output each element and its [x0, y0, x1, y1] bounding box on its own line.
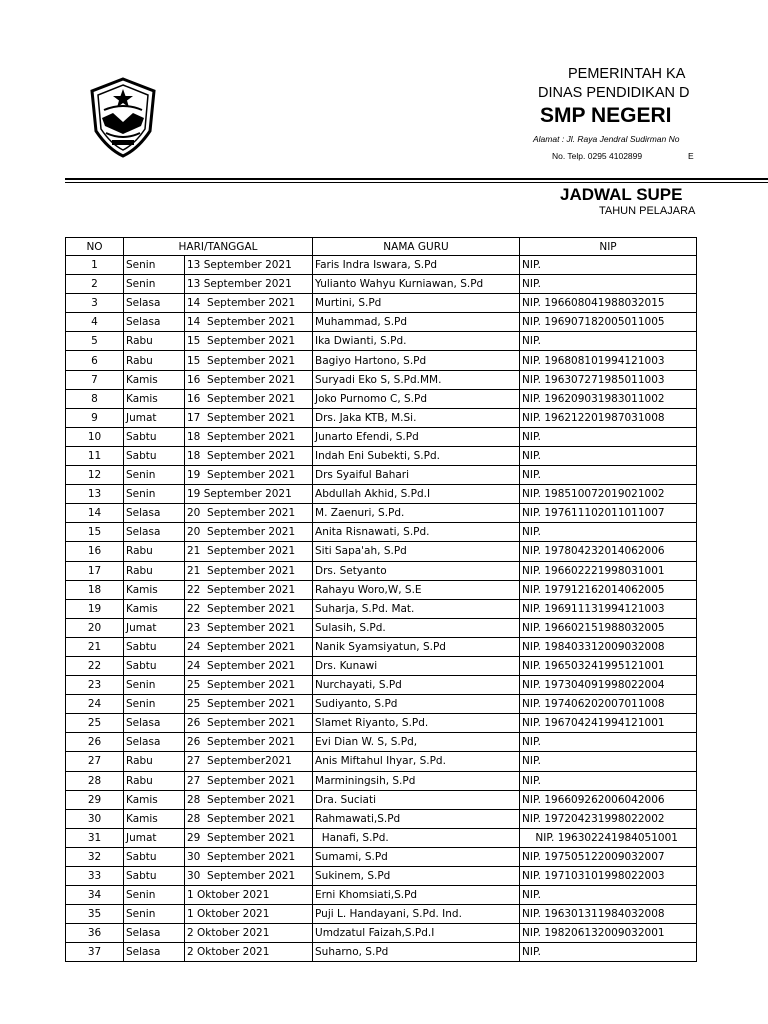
cell-no: 1 — [66, 256, 124, 275]
table-row — [66, 370, 697, 389]
cell-name: Nanik Syamsiyatun, S.Pd — [313, 637, 520, 656]
cell-day: Senin — [124, 256, 185, 275]
cell-date: 2 Oktober 2021 — [185, 924, 313, 943]
cell-date: 24 September 2021 — [185, 656, 313, 675]
cell-no: 21 — [66, 637, 124, 656]
table-row — [66, 637, 697, 656]
cell-day: Sabtu — [124, 637, 185, 656]
cell-no: 27 — [66, 752, 124, 771]
cell-nip: NIP. 197912162014062005 — [520, 580, 697, 599]
cell-name: Erni Khomsiati,S.Pd — [313, 886, 520, 905]
cell-day: Kamis — [124, 790, 185, 809]
table-row — [66, 676, 697, 695]
column-header-teacher-name: NAMA GURU — [313, 238, 520, 256]
cell-nip: NIP. 198510072019021002 — [520, 485, 697, 504]
cell-nip: NIP. 196911131994121003 — [520, 599, 697, 618]
cell-nip: NIP. 196704241994121001 — [520, 714, 697, 733]
cell-no: 13 — [66, 485, 124, 504]
cell-date: 15 September 2021 — [185, 332, 313, 351]
cell-name: Murtini, S.Pd — [313, 294, 520, 313]
header-phone: No. Telp. 0295 4102899 — [552, 151, 643, 161]
cell-nip: NIP. — [520, 943, 697, 962]
cell-name: Marminingsih, S.Pd — [313, 771, 520, 790]
cell-day: Selasa — [124, 313, 185, 332]
cell-name: Drs Syaiful Bahari — [313, 466, 520, 485]
cell-no: 26 — [66, 733, 124, 752]
table-row — [66, 905, 697, 924]
regency-emblem-icon — [88, 76, 158, 158]
table-row — [66, 408, 697, 427]
cell-day: Sabtu — [124, 656, 185, 675]
cell-no: 15 — [66, 523, 124, 542]
cell-name: Rahmawati,S.Pd — [313, 809, 520, 828]
cell-date: 20 September 2021 — [185, 523, 313, 542]
table-row — [66, 256, 697, 275]
cell-nip: NIP. 196209031983011002 — [520, 389, 697, 408]
cell-name: M. Zaenuri, S.Pd. — [313, 504, 520, 523]
table-row — [66, 886, 697, 905]
cell-name: Suharno, S.Pd — [313, 943, 520, 962]
cell-nip: NIP. 197304091998022004 — [520, 676, 697, 695]
cell-date: 19 September 2021 — [185, 485, 313, 504]
cell-date: 29 September 2021 — [185, 828, 313, 847]
header-divider — [65, 178, 768, 180]
cell-name: Drs. Jaka KTB, M.Si. — [313, 408, 520, 427]
cell-day: Senin — [124, 905, 185, 924]
cell-name: Slamet Riyanto, S.Pd. — [313, 714, 520, 733]
cell-day: Kamis — [124, 389, 185, 408]
cell-date: 28 September 2021 — [185, 809, 313, 828]
cell-name: Sumami, S.Pd — [313, 847, 520, 866]
cell-date: 14 September 2021 — [185, 313, 313, 332]
cell-name: Sudiyanto, S.Pd — [313, 695, 520, 714]
cell-date: 16 September 2021 — [185, 389, 313, 408]
table-row — [66, 389, 697, 408]
cell-no: 4 — [66, 313, 124, 332]
cell-no: 7 — [66, 370, 124, 389]
header-government-line: PEMERINTAH KA — [568, 66, 686, 82]
cell-no: 34 — [66, 886, 124, 905]
cell-name: Indah Eni Subekti, S.Pd. — [313, 446, 520, 465]
cell-date: 30 September 2021 — [185, 867, 313, 886]
cell-no: 23 — [66, 676, 124, 695]
cell-nip: NIP. 196602151988032005 — [520, 618, 697, 637]
cell-day: Selasa — [124, 523, 185, 542]
cell-nip: NIP. 197804232014062006 — [520, 542, 697, 561]
cell-no: 30 — [66, 809, 124, 828]
cell-no: 24 — [66, 695, 124, 714]
cell-date: 21 September 2021 — [185, 561, 313, 580]
cell-nip: NIP. 198206132009032001 — [520, 924, 697, 943]
cell-day: Selasa — [124, 924, 185, 943]
cell-date: 27 September 2021 — [185, 771, 313, 790]
cell-date: 13 September 2021 — [185, 256, 313, 275]
cell-no: 20 — [66, 618, 124, 637]
cell-date: 15 September 2021 — [185, 351, 313, 370]
cell-date: 20 September 2021 — [185, 504, 313, 523]
table-header-row — [66, 238, 697, 256]
cell-nip: NIP. — [520, 256, 697, 275]
cell-no: 14 — [66, 504, 124, 523]
cell-day: Rabu — [124, 351, 185, 370]
cell-no: 12 — [66, 466, 124, 485]
cell-name: Anis Miftahul Ihyar, S.Pd. — [313, 752, 520, 771]
cell-nip: NIP. 197505122009032007 — [520, 847, 697, 866]
cell-nip: NIP. — [520, 275, 697, 294]
cell-no: 6 — [66, 351, 124, 370]
table-row — [66, 867, 697, 886]
cell-day: Jumat — [124, 618, 185, 637]
cell-date: 17 September 2021 — [185, 408, 313, 427]
cell-no: 11 — [66, 446, 124, 465]
cell-day: Sabtu — [124, 847, 185, 866]
table-row — [66, 504, 697, 523]
cell-nip: NIP. — [520, 886, 697, 905]
cell-nip: NIP. — [520, 332, 697, 351]
cell-nip: NIP. 196609262006042006 — [520, 790, 697, 809]
table-row — [66, 752, 697, 771]
table-row — [66, 809, 697, 828]
cell-name: Yulianto Wahyu Kurniawan, S.Pd — [313, 275, 520, 294]
cell-date: 22 September 2021 — [185, 599, 313, 618]
table-row — [66, 485, 697, 504]
document-subtitle: TAHUN PELAJARA — [599, 205, 696, 217]
cell-nip: NIP. — [520, 446, 697, 465]
cell-no: 36 — [66, 924, 124, 943]
cell-nip: NIP. 196212201987031008 — [520, 408, 697, 427]
header-address: Alamat : Jl. Raya Jendral Sudirman No — [533, 134, 680, 144]
cell-no: 17 — [66, 561, 124, 580]
table-row — [66, 771, 697, 790]
cell-no: 33 — [66, 867, 124, 886]
table-row — [66, 618, 697, 637]
cell-day: Kamis — [124, 599, 185, 618]
cell-day: Senin — [124, 466, 185, 485]
cell-name: Hanafi, S.Pd. — [313, 828, 520, 847]
cell-nip: NIP. 196301311984032008 — [520, 905, 697, 924]
cell-day: Senin — [124, 275, 185, 294]
table-row — [66, 523, 697, 542]
cell-no: 28 — [66, 771, 124, 790]
cell-no: 19 — [66, 599, 124, 618]
cell-date: 16 September 2021 — [185, 370, 313, 389]
cell-name: Faris Indra Iswara, S.Pd — [313, 256, 520, 275]
table-row — [66, 427, 697, 446]
cell-name: Dra. Suciati — [313, 790, 520, 809]
cell-no: 29 — [66, 790, 124, 809]
cell-no: 9 — [66, 408, 124, 427]
cell-nip: NIP. 196608041988032015 — [520, 294, 697, 313]
cell-date: 2 Oktober 2021 — [185, 943, 313, 962]
cell-name: Bagiyo Hartono, S.Pd — [313, 351, 520, 370]
cell-date: 13 September 2021 — [185, 275, 313, 294]
cell-day: Senin — [124, 886, 185, 905]
cell-nip: NIP. 196307271985011003 — [520, 370, 697, 389]
cell-day: Rabu — [124, 332, 185, 351]
cell-day: Rabu — [124, 542, 185, 561]
cell-day: Selasa — [124, 714, 185, 733]
cell-name: Sukinem, S.Pd — [313, 867, 520, 886]
cell-no: 25 — [66, 714, 124, 733]
cell-day: Rabu — [124, 752, 185, 771]
cell-date: 19 September 2021 — [185, 466, 313, 485]
cell-date: 25 September 2021 — [185, 695, 313, 714]
cell-no: 32 — [66, 847, 124, 866]
cell-name: Evi Dian W. S, S.Pd, — [313, 733, 520, 752]
cell-day: Selasa — [124, 504, 185, 523]
cell-name: Sulasih, S.Pd. — [313, 618, 520, 637]
cell-nip: NIP. — [520, 771, 697, 790]
cell-day: Sabtu — [124, 867, 185, 886]
table-row — [66, 332, 697, 351]
cell-nip: NIP. 196602221998031001 — [520, 561, 697, 580]
cell-nip: NIP. 197406202007011008 — [520, 695, 697, 714]
cell-no: 2 — [66, 275, 124, 294]
cell-day: Rabu — [124, 771, 185, 790]
supervision-schedule-table — [65, 237, 697, 962]
cell-nip: NIP. 197611102011011007 — [520, 504, 697, 523]
cell-day: Kamis — [124, 809, 185, 828]
cell-date: 22 September 2021 — [185, 580, 313, 599]
cell-name: Suharja, S.Pd. Mat. — [313, 599, 520, 618]
cell-day: Jumat — [124, 828, 185, 847]
cell-no: 8 — [66, 389, 124, 408]
cell-nip: NIP. — [520, 427, 697, 446]
table-row — [66, 656, 697, 675]
cell-nip: NIP. — [520, 752, 697, 771]
table-row — [66, 695, 697, 714]
cell-no: 37 — [66, 943, 124, 962]
cell-day: Selasa — [124, 733, 185, 752]
table-row — [66, 580, 697, 599]
cell-date: 23 September 2021 — [185, 618, 313, 637]
cell-nip: NIP. 197204231998022002 — [520, 809, 697, 828]
table-row — [66, 828, 697, 847]
header-school-name: SMP NEGERI — [540, 104, 672, 127]
table-row — [66, 847, 697, 866]
cell-date: 26 September 2021 — [185, 733, 313, 752]
cell-date: 1 Oktober 2021 — [185, 886, 313, 905]
header-department-line: DINAS PENDIDIKAN D — [538, 85, 690, 101]
cell-day: Kamis — [124, 370, 185, 389]
cell-date: 27 September2021 — [185, 752, 313, 771]
column-header-nip: NIP — [520, 238, 697, 256]
cell-name: Drs. Setyanto — [313, 561, 520, 580]
cell-nip: NIP. 196808101994121003 — [520, 351, 697, 370]
cell-name: Drs. Kunawi — [313, 656, 520, 675]
cell-date: 30 September 2021 — [185, 847, 313, 866]
cell-name: Junarto Efendi, S.Pd — [313, 427, 520, 446]
cell-name: Nurchayati, S.Pd — [313, 676, 520, 695]
cell-day: Sabtu — [124, 446, 185, 465]
cell-nip: NIP. 196302241984051001 — [520, 828, 697, 847]
cell-nip: NIP. 197103101998022003 — [520, 867, 697, 886]
table-row — [66, 275, 697, 294]
cell-nip: NIP. — [520, 523, 697, 542]
cell-day: Senin — [124, 485, 185, 504]
cell-name: Ika Dwianti, S.Pd. — [313, 332, 520, 351]
cell-date: 25 September 2021 — [185, 676, 313, 695]
table-row — [66, 294, 697, 313]
cell-name: Siti Sapa'ah, S.Pd — [313, 542, 520, 561]
cell-date: 28 September 2021 — [185, 790, 313, 809]
table-row — [66, 599, 697, 618]
cell-day: Rabu — [124, 561, 185, 580]
cell-date: 21 September 2021 — [185, 542, 313, 561]
table-row — [66, 943, 697, 962]
cell-date: 1 Oktober 2021 — [185, 905, 313, 924]
cell-date: 18 September 2021 — [185, 427, 313, 446]
table-row — [66, 714, 697, 733]
cell-date: 26 September 2021 — [185, 714, 313, 733]
column-header-day-date: HARI/TANGGAL — [124, 238, 313, 256]
cell-day: Selasa — [124, 943, 185, 962]
cell-date: 18 September 2021 — [185, 446, 313, 465]
cell-name: Joko Purnomo C, S.Pd — [313, 389, 520, 408]
cell-no: 18 — [66, 580, 124, 599]
table-row — [66, 924, 697, 943]
cell-day: Sabtu — [124, 427, 185, 446]
cell-nip: NIP. 198403312009032008 — [520, 637, 697, 656]
cell-name: Abdullah Akhid, S.Pd.I — [313, 485, 520, 504]
cell-no: 22 — [66, 656, 124, 675]
cell-day: Jumat — [124, 408, 185, 427]
cell-day: Senin — [124, 695, 185, 714]
cell-name: Umdzatul Faizah,S.Pd.I — [313, 924, 520, 943]
cell-nip: NIP. — [520, 733, 697, 752]
document-title: JADWAL SUPE — [560, 185, 683, 204]
cell-no: 5 — [66, 332, 124, 351]
cell-nip: NIP. 196503241995121001 — [520, 656, 697, 675]
cell-nip: NIP. 196907182005011005 — [520, 313, 697, 332]
cell-name: Suryadi Eko S, S.Pd.MM. — [313, 370, 520, 389]
table-row — [66, 466, 697, 485]
cell-no: 31 — [66, 828, 124, 847]
cell-day: Senin — [124, 676, 185, 695]
cell-name: Muhammad, S.Pd — [313, 313, 520, 332]
table-row — [66, 790, 697, 809]
cell-date: 14 September 2021 — [185, 294, 313, 313]
cell-day: Selasa — [124, 294, 185, 313]
header-email-prefix: E — [688, 151, 694, 161]
table-row — [66, 733, 697, 752]
header-divider-thin — [65, 182, 768, 183]
cell-nip: NIP. — [520, 466, 697, 485]
cell-day: Kamis — [124, 580, 185, 599]
cell-date: 24 September 2021 — [185, 637, 313, 656]
cell-no: 35 — [66, 905, 124, 924]
cell-no: 16 — [66, 542, 124, 561]
cell-name: Rahayu Woro,W, S.E — [313, 580, 520, 599]
table-row — [66, 446, 697, 465]
table-row — [66, 561, 697, 580]
table-row — [66, 351, 697, 370]
cell-no: 3 — [66, 294, 124, 313]
cell-name: Anita Risnawati, S.Pd. — [313, 523, 520, 542]
table-row — [66, 313, 697, 332]
table-row — [66, 542, 697, 561]
column-header-no: NO — [66, 238, 124, 256]
cell-name: Puji L. Handayani, S.Pd. Ind. — [313, 905, 520, 924]
cell-no: 10 — [66, 427, 124, 446]
